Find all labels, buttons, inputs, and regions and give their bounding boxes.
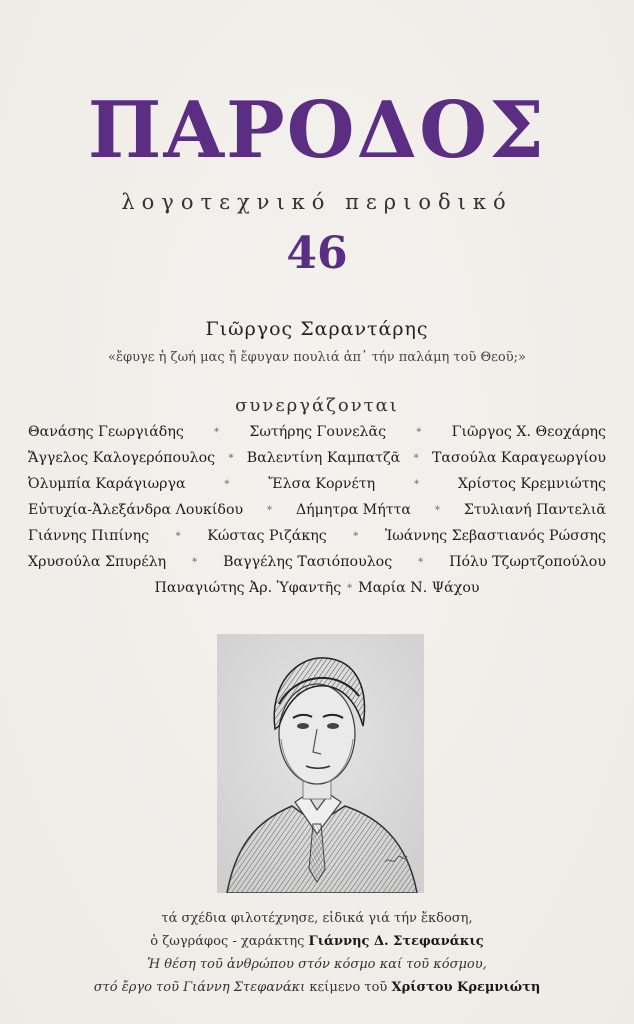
contributor-name: Εὐτυχία-Ἀλεξάνδρα Λουκίδου <box>28 502 244 518</box>
contributor-name: Παναγιώτης Ἀρ. Ὑφαντῆς <box>154 580 342 596</box>
separator-star: * <box>267 504 273 516</box>
separator-star: * <box>413 452 419 464</box>
magazine-subtitle: λογοτεχνικό περιοδικό <box>121 190 513 214</box>
credits-line-3 <box>0 957 634 972</box>
separator-star: * <box>214 426 220 438</box>
contributor-row <box>28 528 606 544</box>
contributor-name: Τασούλα Καραγεωργίου <box>431 450 606 466</box>
separator-star: * <box>434 504 440 516</box>
artist-name: Γιάννης Δ. Στεφανάκις <box>308 934 484 949</box>
portrait-drawing <box>217 634 424 893</box>
contributor-row <box>28 424 606 440</box>
credits-line-1: τά σχέδια φιλοτέχνησε, εἰδικά γιά τήν ἔκδοση, <box>161 911 473 926</box>
separator-star: * <box>228 452 234 464</box>
contributor-row <box>28 450 606 466</box>
separator-star: * <box>224 478 230 490</box>
credits-middle: κείμενο τοῦ <box>305 980 392 995</box>
separator-star: * <box>414 478 420 490</box>
featured-poet-name: Γιῶργος Σαραντάρης <box>205 318 429 340</box>
contributor-name: Χρυσούλα Σπυρέλη <box>28 554 167 570</box>
separator-star: * <box>416 426 422 438</box>
contributor-name: Γιάννης Πιπίνης <box>28 528 150 544</box>
contributor-name: Ἰωάννης Σεβαστιανός Ρώσσης <box>384 528 606 544</box>
contributor-name: Στυλιανή Παντελιᾶ <box>463 502 606 518</box>
essay-author-name: Χρίστου Κρεμνιώτη <box>391 980 541 995</box>
separator-star: * <box>418 556 424 568</box>
separator-star: * <box>353 530 359 542</box>
essay-title-cont: στό ἔργο τοῦ Γιάννη Στεφανάκι <box>93 980 306 995</box>
portrait-sketch <box>217 634 424 893</box>
contributor-name: Ὀλυμπία Καράγιωργα <box>28 476 186 492</box>
credits-prefix: ὁ ζωγράφος - χαράκτης <box>150 934 309 949</box>
contributor-row <box>28 554 606 570</box>
contributor-name: Δήμητρα Μήττα <box>295 502 411 518</box>
essay-title: Ἡ θέση τοῦ ἀνθρώπου στόν κόσμο καί τοῦ κόσμου, <box>147 957 487 972</box>
separator-star: * <box>347 582 353 594</box>
contributor-name: Μαρία Ν. Ψάχου <box>358 580 480 596</box>
featured-poet-quote: «ἔφυγε ἡ ζωή μας ἤ ἔφυγαν πουλιά ἀπ᾿ τήν παλάμη τοῦ Θεοῦ;» <box>108 350 526 365</box>
credits-line-2 <box>0 934 634 949</box>
contributor-name: Πόλυ Τζωρτζοπούλου <box>449 554 606 570</box>
contributor-row <box>28 580 606 596</box>
contributor-name: Ἄγγελος Καλογερόπουλος <box>28 450 216 466</box>
separator-star: * <box>192 556 198 568</box>
contributor-name: Κώστας Ριζάκης <box>207 528 327 544</box>
contributor-row <box>28 476 606 492</box>
contributor-name: Ἔλσα Κορνέτη <box>268 476 376 492</box>
contributor-name: Βαγγέλης Τασιόπουλος <box>223 554 393 570</box>
separator-star: * <box>175 530 181 542</box>
magazine-title: ΠΑΡΟΔΟΣ <box>87 85 547 176</box>
contributor-name: Βαλεντίνη Καμπατζᾶ <box>246 450 401 466</box>
contributor-name: Σωτήρης Γουνελᾶς <box>249 424 387 440</box>
contributor-name: Χρίστος Κρεμνιώτης <box>457 476 606 492</box>
issue-number: 46 <box>286 228 348 279</box>
contributor-name: Θανάσης Γεωργιάδης <box>28 424 184 440</box>
contributors-heading: συνεργάζονται <box>235 395 399 416</box>
contributor-name: Γιῶργος Χ. Θεοχάρης <box>451 424 606 440</box>
credits-line-4 <box>0 980 634 995</box>
contributor-row <box>28 502 606 518</box>
